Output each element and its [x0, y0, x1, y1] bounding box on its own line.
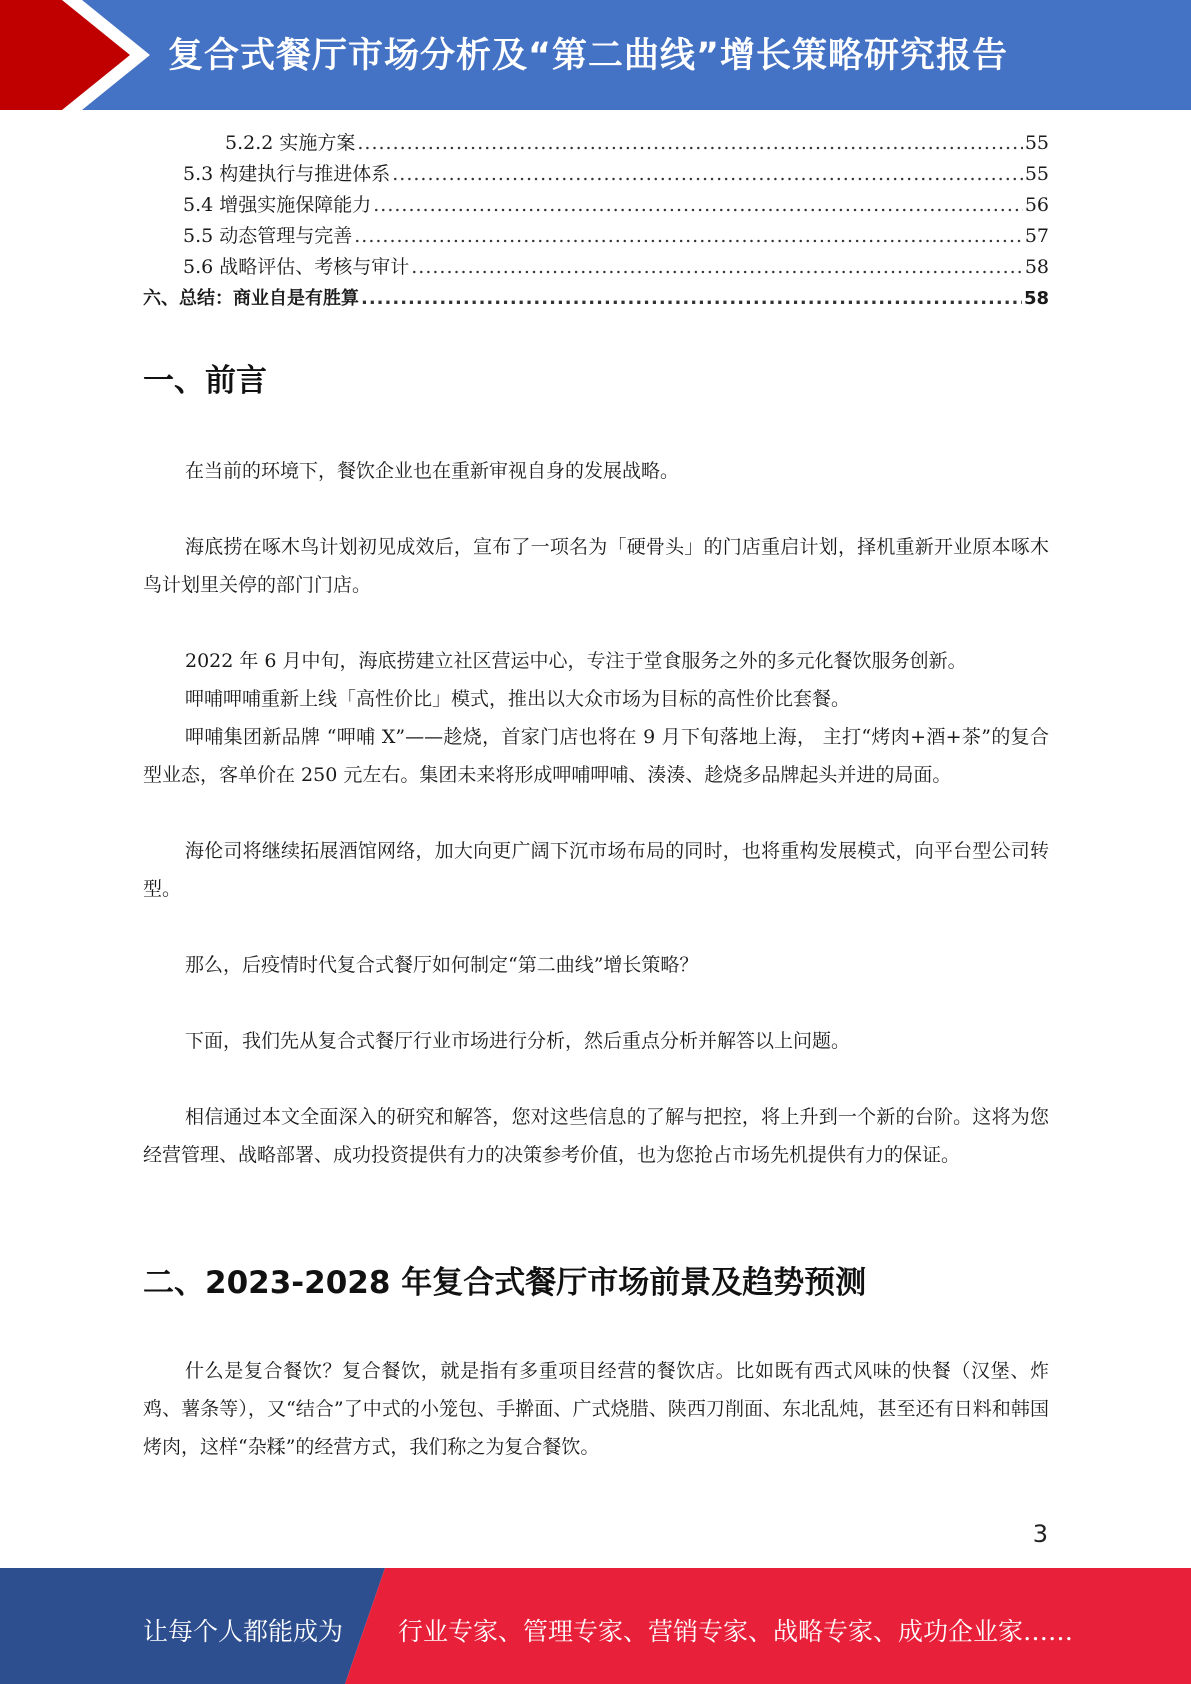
paragraph: 2022 年 6 月中旬，海底捞建立社区营运中心，专注于堂食服务之外的多元化餐饮服务创新。	[185, 650, 967, 672]
toc-leader-dots	[361, 283, 1022, 314]
toc-leader-dots	[373, 190, 1023, 221]
paragraph: 海伦司将继续拓展酒馆网络，加大向更广阔下沉市场布局的同时，也将重构发展模式，向平台型公司转型。	[143, 840, 1049, 900]
footer-slogan-right: 行业专家、管理专家、营销专家、战略专家、成功企业家……	[398, 1617, 1074, 1646]
paragraph: 什么是复合餐饮？复合餐饮，就是指有多重项目经营的餐饮店。比如既有西式风味的快餐（汉堡、炸鸡、薯条等），又“结合”了中式的小笼包、手擀面、广式烧腊、陕西刀削面、东北乱炖，甚至还有日料和韩国烤肉，这样“杂糅”的经营方式，我们称之为复合餐饮。	[143, 1360, 1049, 1458]
toc-entry-label: 5.5 动态管理与完善	[183, 225, 353, 247]
paragraph: 在当前的环境下，餐饮企业也在重新审视自身的发展战略。	[185, 460, 680, 482]
toc-entry-label: 5.4 增强实施保障能力	[183, 194, 372, 216]
toc-leader-dots	[354, 221, 1023, 252]
toc-entry-page: 55	[1024, 132, 1049, 154]
toc-entry-page: 56	[1024, 194, 1049, 216]
toc-entry-label: 六、总结：商业自是有胜算	[143, 288, 359, 309]
toc-entry[interactable]	[143, 221, 1049, 252]
toc-entry[interactable]	[143, 159, 1049, 190]
toc-entry[interactable]	[143, 252, 1049, 283]
toc-entry[interactable]	[143, 128, 1049, 159]
page-number: 3	[1032, 1520, 1048, 1548]
toc-entry-label: 5.6 战略评估、考核与审计	[183, 256, 410, 278]
paragraph: 相信通过本文全面深入的研究和解答，您对这些信息的了解与把控，将上升到一个新的台阶。这将为您经营管理、战略部署、成功投资提供有力的决策参考价值，也为您抢占市场先机提供有力的保证。	[143, 1106, 1049, 1166]
toc-entry-label: 5.3 构建执行与推进体系	[183, 163, 391, 185]
paragraph: 海底捞在啄木鸟计划初见成效后，宣布了一项名为「硬骨头」的门店重启计划，择机重新开业原本啄木鸟计划里关停的部门门店。	[143, 536, 1049, 596]
toc-entry-label: 5.2.2 实施方案	[225, 132, 356, 154]
paragraph: 呷哺呷哺重新上线「高性价比」模式，推出以大众市场为目标的高性价比套餐。	[185, 688, 851, 710]
toc-entry-page: 55	[1024, 163, 1049, 185]
toc-entry-page: 57	[1024, 225, 1049, 247]
section-heading: 二、2023-2028 年复合式餐厅市场前景及趋势预测	[143, 1265, 867, 1301]
document-title: 复合式餐厅市场分析及“第二曲线”增长策略研究报告	[168, 36, 1009, 76]
toc-leader-dots	[392, 159, 1023, 190]
footer-banner	[0, 1568, 1191, 1684]
toc-entry[interactable]	[143, 283, 1049, 314]
toc-leader-dots	[357, 128, 1022, 159]
paragraph: 呷哺集团新品牌 “呷哺 X”——趁烧，首家门店也将在 9 月下旬落地上海， 主打“烤肉+酒+茶”的复合型业态，客单价在 250 元左右。集团未来将形成呷哺呷哺、湊湊、趁烧多品牌起头并进的局面。	[143, 726, 1049, 786]
toc-entry-page: 58	[1023, 288, 1049, 309]
paragraph: 下面，我们先从复合式餐厅行业市场进行分析，然后重点分析并解答以上问题。	[185, 1030, 851, 1052]
header-banner	[0, 0, 1191, 110]
toc-entry[interactable]	[143, 190, 1049, 221]
paragraph: 那么，后疫情时代复合式餐厅如何制定“第二曲线”增长策略？	[185, 954, 699, 976]
footer-slogan-left: 让每个人都能成为	[143, 1617, 344, 1646]
header-arrow-decoration	[0, 0, 160, 110]
toc-entry-page: 58	[1024, 256, 1049, 278]
section-heading: 一、前言	[143, 363, 267, 399]
toc-leader-dots	[411, 252, 1023, 283]
table-of-contents	[143, 128, 1049, 314]
